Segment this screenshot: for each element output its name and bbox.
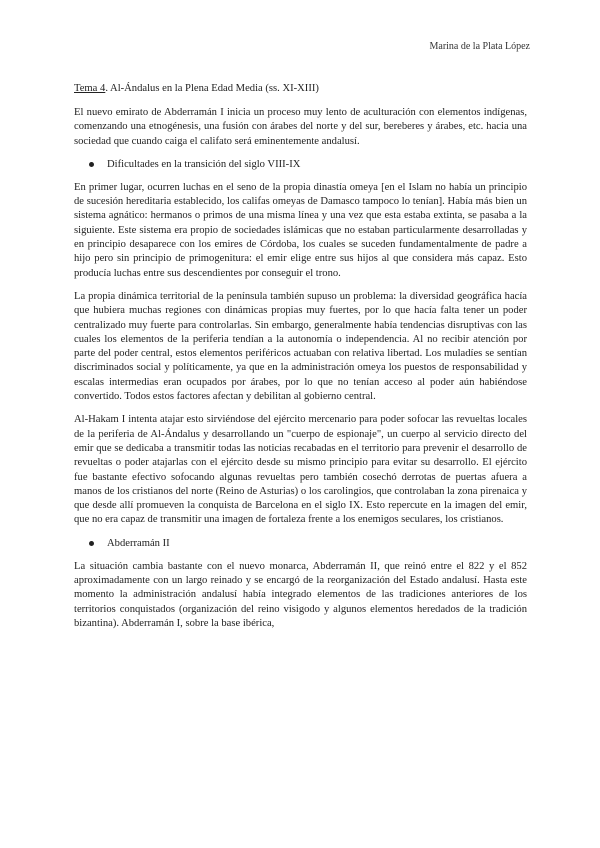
paragraph-abderraman-ii: La situación cambia bastante con el nuevo monarca, Abderramán II, que reinó entre el 822 y el 852 aproximadamente con un largo reinado y se encargó de la reorganización del Estado andalusí. Hasta este momento la administración andalusí había integrado elementos de las tradiciones anteriores de los territorios conquistados (organización del reino visigodo y algunos elementos heredados de la tradición bizantina). Abderramán I, sobre la base ibérica,	[74, 560, 527, 629]
section-title	[74, 82, 527, 96]
paragraph-territory: La propia dinámica territorial de la península también supuso un problema: la diversidad geográfica hacía que hubiera muchas regiones con dinámicas propias muy fuertes, por lo que hacía falta tener un poder centralizado muy fuerte para controlarlas. Sin embargo, generalmente había tendencias disruptivas con las cuales los elementos de la periferia tendían a la autonomía o independencia. Al no recibir atención por parte del poder central, estos elementos periféricos actuaban con relativa libertad. Los muladíes se sentían discriminados social y políticamente, ya que en la administración omeya los puestos de responsabilidad y escalas intermedias eran ocupados por árabes, por lo que no tenían acceso al poder aún habiéndose convertido. Todos estos factores afectan y debilitan al gobierno central.	[74, 290, 527, 403]
author-name: Marina de la Plata López	[429, 41, 530, 52]
paragraph-succession: En primer lugar, ocurren luchas en el seno de la propia dinastía omeya [en el Islam no había un principio de sucesión hereditaria establecido, los califas omeyas de Damasco tampoco lo tenían]. Había más bien un sistema agnático: hermanos o primos de una misma línea y una vez que esta estaba extinta, se pasaba a la siguiente. Este sistema era propio de sociedades islámicas que no estaban particularmente desarrolladas y en principio desaparece con los emires de Córdoba, los cuales se suceden fundamentalmente de padre a hijo pero sin principio de primogenitura: el emir elige entre sus hijos al que considera más capaz. Esto producía luchas entre sus descendientes por conseguir el trono.	[74, 181, 527, 279]
bullet-dot-icon	[89, 541, 94, 546]
topic-label: Tema 4	[74, 83, 106, 94]
bullet-heading-abderraman	[74, 537, 527, 551]
intro-paragraph: El nuevo emirato de Abderramán I inicia un proceso muy lento de aculturación con elementos indígenas, comenzando una etnogénesis, una fusión con árabes del norte y del sur, bereberes y árabes, etc. hacia una sociedad que cuando caiga el califato será eminentemente andalusí.	[74, 107, 527, 147]
bullet-dot-icon	[89, 162, 94, 167]
bullet-heading-transition	[74, 158, 527, 172]
paragraph-al-hakam: Al-Hakam I intenta atajar esto sirviéndose del ejército mercenario para poder sofocar las revueltas locales de la periferia de Al-Ándalus y desarrollando un "cuerpo de espionaje", un cuerpo al servicio directo del emir que se dedicaba a transmitir todas las noticias recabadas en el territorio para prevenir el desarrollo de revueltas o poder atajarlas con el ejército desde su mismo principio para evitar su desarrollo. El ejército fue bastante efectivo sofocando algunas revueltas pero también cosechó derrotas de puertas afuera a manos de los cristianos del norte (Reino de Asturias) o los carolingios, que controlaban la zona pirenaica y que desde allí promueven la conquista de Barcelona en el siglo IX. Esto repercute en la imagen del emir, que no era capaz de transmitir una imagen de fortaleza frente a los enemigos seculares, los cristianos.	[74, 414, 527, 526]
bullet-heading-text: Abderramán II	[107, 537, 170, 549]
topic-text: . Al-Ándalus en la Plena Edad Media (ss. XI-XIII)	[105, 83, 319, 94]
document-body	[74, 82, 527, 640]
bullet-heading-text: Dificultades en la transición del siglo VIII-IX	[107, 158, 301, 170]
